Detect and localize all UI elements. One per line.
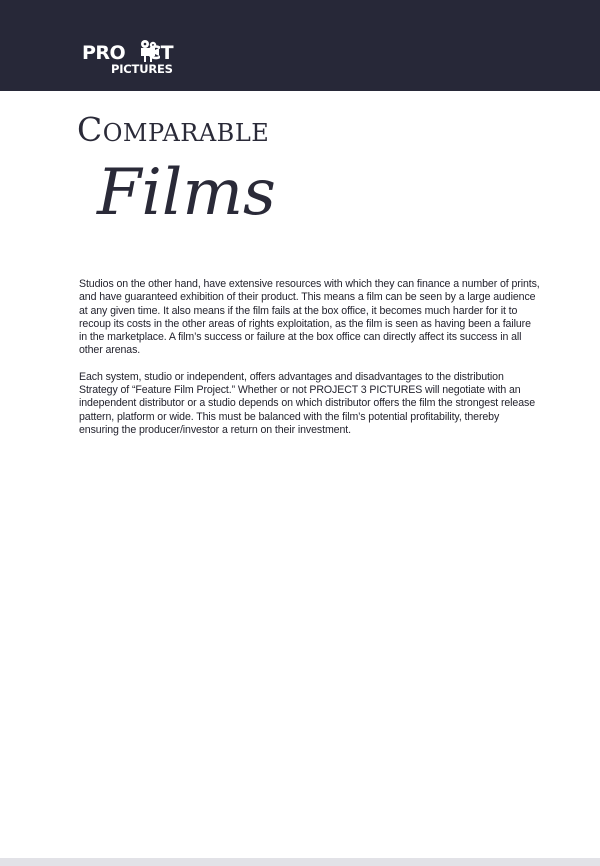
title-films-script <box>77 142 317 234</box>
paragraph-1: Studios on the other hand, have extensive resources with which they can finance a number of prints, and have guaranteed exhibition of their product. This means a film can be seen by a large audience at any given time. It also means if the film fails at the box office, it becomes much harder for it to recoup its costs in the other areas of rights exploitation, as the film is seen as having been a failure in the marketplace. A film’s success or failure at the box office can directly affect its success in all other arenas. <box>79 278 540 357</box>
page-header <box>0 0 600 91</box>
logo-wordmark-top: PRO CT <box>82 42 174 64</box>
section-title <box>77 110 337 230</box>
title-rest: OMPARABLE <box>102 119 270 147</box>
body-text <box>79 278 541 450</box>
title-films-text: Films <box>97 156 276 230</box>
footer-bar <box>0 858 600 866</box>
project-3-pictures-logo <box>82 44 192 80</box>
title-initial: C <box>77 110 103 149</box>
paragraph-2: Each system, studio or independent, offers advantages and disadvantages to the distribution Strategy of “Feature Film Project.” Whether or not PROJECT 3 PICTURES will negotiate with an independent distributor or a studio depends on which distributor offers the film the strongest release pattern, platform or wide. This must be balanced with the film’s potential profitability, thereby ensuring the producer/investor a return on their investment. <box>79 370 536 436</box>
logo-wordmark-bottom: PICTURES <box>111 62 173 76</box>
